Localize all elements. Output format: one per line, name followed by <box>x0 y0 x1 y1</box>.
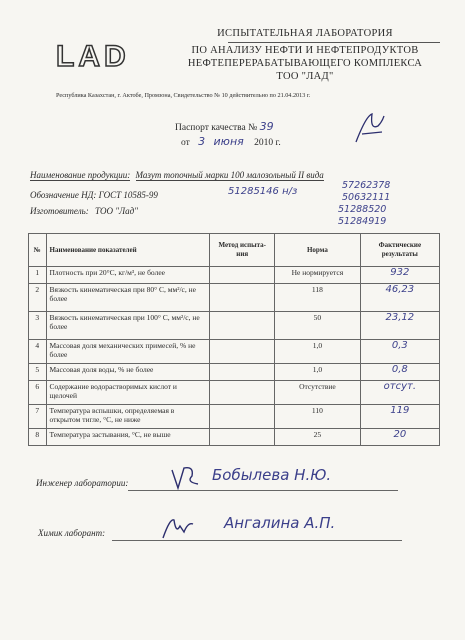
row-name: Плотность при 20°С, кг/м³, не более <box>46 267 210 284</box>
header-line-1: ИСПЫТАТЕЛЬНАЯ ЛАБОРАТОРИЯ <box>217 28 393 39</box>
row-norm: Не нормируется <box>275 267 360 284</box>
row-norm: 110 <box>275 405 360 429</box>
row-name: Содержание водорастворимых кислот и щелочей <box>46 381 210 405</box>
row-name: Температура застывания, °С, не выше <box>46 429 210 446</box>
product-maker-row <box>30 206 138 216</box>
product-name-row <box>30 170 324 180</box>
passport-label: Паспорт качества № <box>175 123 258 133</box>
product-name-label: Наименование продукции: <box>30 170 131 180</box>
row-method <box>210 405 275 429</box>
row-method <box>210 312 275 340</box>
row-no: 8 <box>29 429 47 446</box>
row-actual: 119 <box>360 405 439 429</box>
row-method <box>210 429 275 446</box>
table-row <box>29 364 440 381</box>
row-method <box>210 267 275 284</box>
row-norm: 1,0 <box>275 364 360 381</box>
passport-date <box>181 135 281 148</box>
row-norm: 25 <box>275 429 360 446</box>
table-row <box>29 284 440 312</box>
row-actual: 0,8 <box>360 364 439 381</box>
handwritten-number-5: 51284919 <box>338 216 387 227</box>
engineer-label: Инженер лаборатории: <box>36 478 129 488</box>
table-row <box>29 312 440 340</box>
header-method: Метод испыта-ния <box>210 234 275 267</box>
table-row <box>29 340 440 364</box>
row-actual: 932 <box>360 267 439 284</box>
handwritten-number-2: 57262378 <box>342 180 391 191</box>
table-row <box>29 405 440 429</box>
table-row <box>29 429 440 446</box>
header-norm: Норма <box>275 234 360 267</box>
header-line-3: НЕФТЕПЕРЕРАБАТЫВАЮЩЕГО КОМПЛЕКСА <box>187 58 423 69</box>
row-norm: 50 <box>275 312 360 340</box>
chemist-signature <box>160 514 196 544</box>
engineer-name: Бобылева Н.Ю. <box>212 466 332 484</box>
product-nd-row <box>30 190 158 200</box>
row-name: Массовая доля механических примесей, % не более <box>46 340 210 364</box>
chemist-signature-line <box>112 540 402 541</box>
row-name: Вязкость кинематическая при 100° С, мм²/с, не более <box>46 312 210 340</box>
handwritten-number-1: 51285146 н/з <box>228 186 298 197</box>
address-line: Республика Казахстан, г. Актобе, Промзона, Свидетельство № 10 действительно по 21.04.2013 г. <box>56 92 311 99</box>
product-maker-value: ТОО "Лад" <box>94 206 138 216</box>
product-nd-label: Обозначение НД: <box>30 190 97 200</box>
table-row <box>29 267 440 284</box>
chemist-name: Ангалина А.П. <box>224 514 336 532</box>
company-logo: LAD <box>56 40 130 73</box>
row-name: Температура вспышки, определяемая в открытом тигле, °С, не ниже <box>46 405 210 429</box>
row-norm: 1,0 <box>275 340 360 364</box>
header-actual: Фактические результаты <box>360 234 439 267</box>
row-actual: 0,3 <box>360 340 439 364</box>
row-name: Массовая доля воды, % не более <box>46 364 210 381</box>
row-no: 6 <box>29 381 47 405</box>
passport-number: 39 <box>259 120 274 133</box>
row-no: 7 <box>29 405 47 429</box>
header-line-2: ПО АНАЛИЗУ НЕФТИ И НЕФТЕПРОДУКТОВ <box>191 45 419 56</box>
engineer-signature <box>168 462 204 494</box>
chemist-label: Химик лаборант: <box>38 528 106 538</box>
product-nd-value: ГОСТ 10585-99 <box>98 190 158 200</box>
row-name: Вязкость кинематическая при 80° С, мм²/с, не более <box>46 284 210 312</box>
row-norm: 118 <box>275 284 360 312</box>
row-norm: Отсутствие <box>275 381 360 405</box>
handwritten-number-3: 50632111 <box>342 192 391 203</box>
row-method <box>210 381 275 405</box>
header-no: № <box>29 234 47 267</box>
row-actual: 20 <box>360 429 439 446</box>
table-row <box>29 381 440 405</box>
row-actual: 46,23 <box>360 284 439 312</box>
header-line-4: ТОО "ЛАД" <box>276 71 334 82</box>
passport-year: 2010 г. <box>254 138 281 148</box>
header-name: Наименование показателей <box>46 234 210 267</box>
row-no: 1 <box>29 267 47 284</box>
passport-title <box>175 120 274 133</box>
row-actual: отсут. <box>360 381 439 405</box>
passport-from-label: от <box>181 138 190 148</box>
row-no: 5 <box>29 364 47 381</box>
product-maker-label: Изготовитель: <box>30 206 89 216</box>
passport-day: 3 <box>198 135 206 148</box>
product-name-value: Мазут топочный марки 100 малозольный II вида <box>135 170 324 180</box>
row-method <box>210 284 275 312</box>
passport-month: июня <box>213 135 244 148</box>
row-actual: 23,12 <box>360 312 439 340</box>
row-no: 3 <box>29 312 47 340</box>
row-method <box>210 340 275 364</box>
header-divider <box>228 42 440 43</box>
handwritten-number-4: 51288520 <box>338 204 387 215</box>
row-no: 2 <box>29 284 47 312</box>
row-method <box>210 364 275 381</box>
quality-results-table <box>28 233 440 446</box>
table-header-row <box>29 234 440 267</box>
approval-signature <box>352 112 388 146</box>
row-no: 4 <box>29 340 47 364</box>
